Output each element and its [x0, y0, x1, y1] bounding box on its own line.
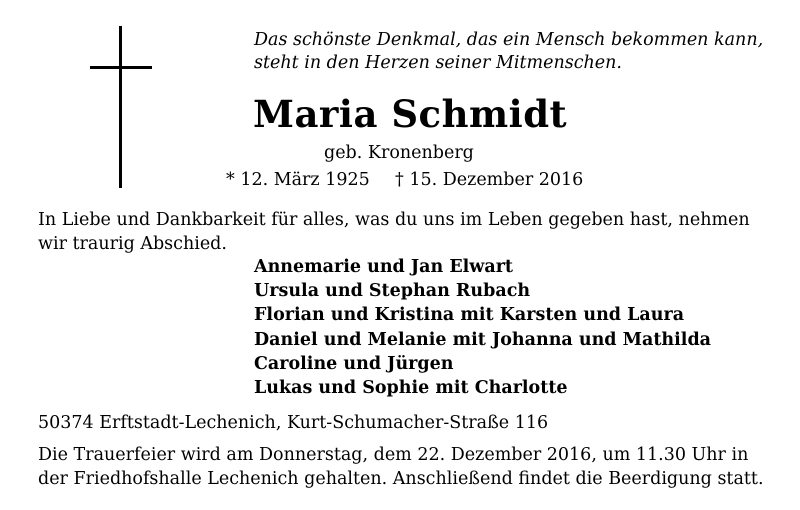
funeral-service-info	[38, 443, 768, 491]
mourner-entry: Caroline und Jürgen	[254, 353, 454, 374]
mourner-entry: Lukas und Sophie mit Charlotte	[254, 378, 568, 399]
family-address: 50374 Erftstadt-Lechenich, Kurt-Schumacher-Straße 116	[38, 413, 549, 433]
mourner-entry: Ursula und Stephan Rubach	[254, 281, 531, 302]
mourners-list	[254, 255, 711, 400]
cross-horizontal-bar	[90, 66, 152, 69]
memorial-quote	[254, 29, 774, 75]
mourner-entry: Florian und Kristina mit Karsten und Laura	[254, 305, 685, 326]
death-date: † 15. Dezember 2016	[395, 170, 584, 190]
service-line-2: der Friedhofshalle Lechenich gehalten. Anschließend findet die Beerdigung statt.	[38, 469, 764, 489]
cross-icon	[90, 26, 152, 188]
mourner-entry: Annemarie und Jan Elwart	[254, 257, 514, 277]
mourner-entry: Daniel und Melanie mit Johanna und Mathilda	[254, 329, 712, 350]
quote-line-2: steht in den Herzen seiner Mitmenschen.	[254, 53, 622, 73]
deceased-name: Maria Schmidt	[253, 92, 568, 136]
cross-vertical-bar	[119, 26, 122, 188]
maiden-name: geb. Kronenberg	[324, 143, 474, 163]
birth-date: * 12. März 1925	[226, 170, 370, 190]
quote-line-1: Das schönste Denkmal, das ein Mensch bekommen kann,	[254, 30, 764, 50]
farewell-line-2: wir traurig Abschied.	[38, 234, 227, 254]
service-line-1: Die Trauerfeier wird am Donnerstag, dem 22. Dezember 2016, um 11.30 Uhr in	[38, 445, 749, 465]
farewell-line-1: In Liebe und Dankbarkeit für alles, was du uns im Leben gegeben hast, nehmen	[38, 210, 750, 230]
farewell-text	[38, 208, 768, 256]
